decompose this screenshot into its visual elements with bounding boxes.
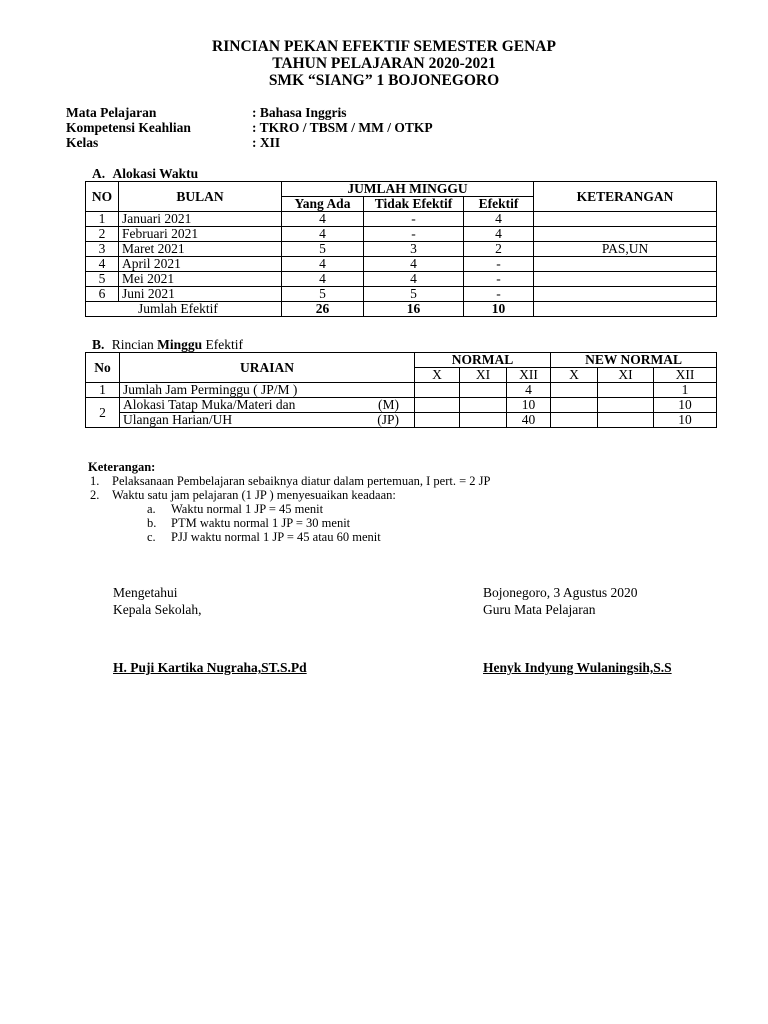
cell-efektif: 4 xyxy=(464,212,534,227)
cell-no: 2 xyxy=(86,227,119,242)
cell-uraian xyxy=(120,398,415,413)
cell-keterangan xyxy=(534,287,717,302)
cell-new-normal-xii: 10 xyxy=(654,398,717,413)
cell-efektif: - xyxy=(464,257,534,272)
cell-no: 6 xyxy=(86,287,119,302)
info-mata-pelajaran xyxy=(66,105,347,120)
info-value: : XII xyxy=(252,135,281,150)
list-item xyxy=(90,474,490,488)
table-row xyxy=(86,413,717,428)
signature-left-line-1: Mengetahui xyxy=(113,585,178,600)
info-label: Kompetensi Keahlian xyxy=(66,120,191,135)
cell-tidak-efektif: 4 xyxy=(364,272,464,287)
cell-no: 2 xyxy=(86,398,120,428)
cell-uraian: Jumlah Jam Perminggu ( JP/M ) xyxy=(120,383,415,398)
section-b-title-bold: Minggu xyxy=(157,337,203,352)
section-a-heading xyxy=(92,166,198,181)
cell-tidak-efektif: 5 xyxy=(364,287,464,302)
header-tidak-efektif: Tidak Efektif xyxy=(364,197,464,212)
cell-yang-ada: 5 xyxy=(282,242,364,257)
table-row xyxy=(86,272,717,287)
info-value: : TKRO / TBSM / MM / OTKP xyxy=(252,120,433,135)
document-title-line-2: TAHUN PELAJARAN 2020-2021 xyxy=(272,55,496,72)
header-no: NO xyxy=(86,182,119,212)
section-a-title: Alokasi Waktu xyxy=(112,166,199,181)
cell-tidak-efektif: 4 xyxy=(364,257,464,272)
cell-efektif: 4 xyxy=(464,227,534,242)
list-item xyxy=(147,502,323,516)
signature-right-label xyxy=(483,584,638,618)
table-row xyxy=(86,398,717,413)
cell-total-efektif: 10 xyxy=(464,302,534,317)
cell-new-normal-x xyxy=(551,413,598,428)
section-b-marker: B. xyxy=(92,337,105,352)
cell-tidak-efektif: 3 xyxy=(364,242,464,257)
cell-total-label: Jumlah Efektif xyxy=(86,302,282,317)
header-keterangan: KETERANGAN xyxy=(534,182,717,212)
section-b-heading xyxy=(92,337,243,352)
header-normal-xi: XI xyxy=(460,368,507,383)
cell-bulan: Juni 2021 xyxy=(119,287,282,302)
cell-bulan: April 2021 xyxy=(119,257,282,272)
cell-normal-xii: 10 xyxy=(507,398,551,413)
section-b-title-post: Efektif xyxy=(205,337,244,352)
list-text: Waktu satu jam pelajaran (1 JP ) menyesuaikan keadaan: xyxy=(112,488,396,502)
cell-uraian xyxy=(120,413,415,428)
cell-new-normal-xi xyxy=(598,413,654,428)
signature-right-line-1: Bojonegoro, 3 Agustus 2020 xyxy=(483,585,638,600)
info-kelas xyxy=(66,135,280,150)
header-bulan: BULAN xyxy=(119,182,282,212)
header-normal-xii: XII xyxy=(507,368,551,383)
alokasi-waktu-table xyxy=(85,181,717,317)
cell-no: 1 xyxy=(86,383,120,398)
signature-right-name: Henyk Indyung Wulaningsih,S.S xyxy=(483,660,672,675)
table-row xyxy=(86,383,717,398)
cell-total-tidak-efektif: 16 xyxy=(364,302,464,317)
signature-left-label xyxy=(113,584,201,618)
cell-normal-x xyxy=(415,413,460,428)
cell-keterangan xyxy=(534,227,717,242)
cell-efektif: - xyxy=(464,272,534,287)
list-item xyxy=(90,488,396,502)
cell-yang-ada: 4 xyxy=(282,257,364,272)
uraian-code: (JP) xyxy=(377,412,399,427)
signature-left-line-2: Kepala Sekolah, xyxy=(113,602,202,617)
list-text: Pelaksanaan Pembelajaran sebaiknya diatur dalam pertemuan, I pert. = 2 JP xyxy=(112,474,491,488)
cell-efektif: - xyxy=(464,287,534,302)
cell-keterangan: PAS,UN xyxy=(534,242,717,257)
cell-bulan: Maret 2021 xyxy=(119,242,282,257)
cell-keterangan xyxy=(534,212,717,227)
cell-normal-xi xyxy=(460,398,507,413)
list-marker: 2. xyxy=(90,488,100,502)
header-jumlah-minggu: JUMLAH MINGGU xyxy=(282,182,534,197)
table-row xyxy=(86,212,717,227)
list-marker: a. xyxy=(147,502,156,516)
cell-bulan: Februari 2021 xyxy=(119,227,282,242)
header-no: No xyxy=(86,353,120,383)
keterangan-block xyxy=(88,460,688,550)
signature-right-line-2: Guru Mata Pelajaran xyxy=(483,602,596,617)
uraian-text: Ulangan Harian/UH xyxy=(123,412,233,427)
cell-normal-x xyxy=(415,383,460,398)
cell-total-yang-ada: 26 xyxy=(282,302,364,317)
list-marker: 1. xyxy=(90,474,100,488)
info-label: Mata Pelajaran xyxy=(66,105,157,120)
cell-no: 1 xyxy=(86,212,119,227)
cell-new-normal-xii: 1 xyxy=(654,383,717,398)
cell-yang-ada: 5 xyxy=(282,287,364,302)
header-new-normal-x: X xyxy=(551,368,598,383)
keterangan-title: Keterangan: xyxy=(88,460,156,474)
info-value: : Bahasa Inggris xyxy=(252,105,347,120)
header-new-normal-xii: XII xyxy=(654,368,717,383)
table-row xyxy=(86,227,717,242)
info-kompetensi-keahlian xyxy=(66,120,433,135)
header-efektif: Efektif xyxy=(464,197,534,212)
header-uraian: URAIAN xyxy=(120,353,415,383)
cell-yang-ada: 4 xyxy=(282,212,364,227)
cell-efektif: 2 xyxy=(464,242,534,257)
list-marker: c. xyxy=(147,530,156,544)
list-text: PJJ waktu normal 1 JP = 45 atau 60 menit xyxy=(171,530,381,544)
signature-left-name: H. Puji Kartika Nugraha,ST.S.Pd xyxy=(113,660,307,675)
cell-new-normal-xi xyxy=(598,398,654,413)
cell-normal-xii: 40 xyxy=(507,413,551,428)
cell-yang-ada: 4 xyxy=(282,272,364,287)
list-text: Waktu normal 1 JP = 45 menit xyxy=(171,502,324,516)
list-text: PTM waktu normal 1 JP = 30 menit xyxy=(171,516,351,530)
uraian-text: Alokasi Tatap Muka/Materi dan xyxy=(123,397,296,412)
table-row xyxy=(86,287,717,302)
cell-no: 4 xyxy=(86,257,119,272)
header-normal-x: X xyxy=(415,368,460,383)
table-row xyxy=(86,257,717,272)
list-marker: b. xyxy=(147,516,157,530)
cell-no: 3 xyxy=(86,242,119,257)
cell-bulan: Mei 2021 xyxy=(119,272,282,287)
cell-keterangan xyxy=(534,257,717,272)
header-yang-ada: Yang Ada xyxy=(282,197,364,212)
section-b-title-pre: Rincian xyxy=(111,337,154,352)
document-title-line-3: SMK “SIANG” 1 BOJONEGORO xyxy=(268,72,500,89)
section-a-marker: A. xyxy=(92,166,106,181)
cell-new-normal-xii: 10 xyxy=(654,413,717,428)
info-label: Kelas xyxy=(66,135,99,150)
list-item xyxy=(147,516,350,530)
list-item xyxy=(147,530,381,544)
cell-total-keterangan xyxy=(534,302,717,317)
cell-new-normal-x xyxy=(551,383,598,398)
cell-normal-xi xyxy=(460,413,507,428)
cell-normal-xi xyxy=(460,383,507,398)
cell-bulan: Januari 2021 xyxy=(119,212,282,227)
cell-tidak-efektif: - xyxy=(364,227,464,242)
header-new-normal-xi: XI xyxy=(598,368,654,383)
cell-keterangan xyxy=(534,272,717,287)
uraian-code: (M) xyxy=(378,397,399,412)
cell-no: 5 xyxy=(86,272,119,287)
cell-normal-xii: 4 xyxy=(507,383,551,398)
total-row xyxy=(86,302,717,317)
cell-tidak-efektif: - xyxy=(364,212,464,227)
document-title-line-1: RINCIAN PEKAN EFEKTIF SEMESTER GENAP xyxy=(212,38,556,55)
header-new-normal: NEW NORMAL xyxy=(551,353,717,368)
table-row xyxy=(86,242,717,257)
rincian-minggu-table xyxy=(85,352,717,428)
cell-new-normal-xi xyxy=(598,383,654,398)
header-normal: NORMAL xyxy=(415,353,551,368)
cell-yang-ada: 4 xyxy=(282,227,364,242)
cell-new-normal-x xyxy=(551,398,598,413)
cell-normal-x xyxy=(415,398,460,413)
